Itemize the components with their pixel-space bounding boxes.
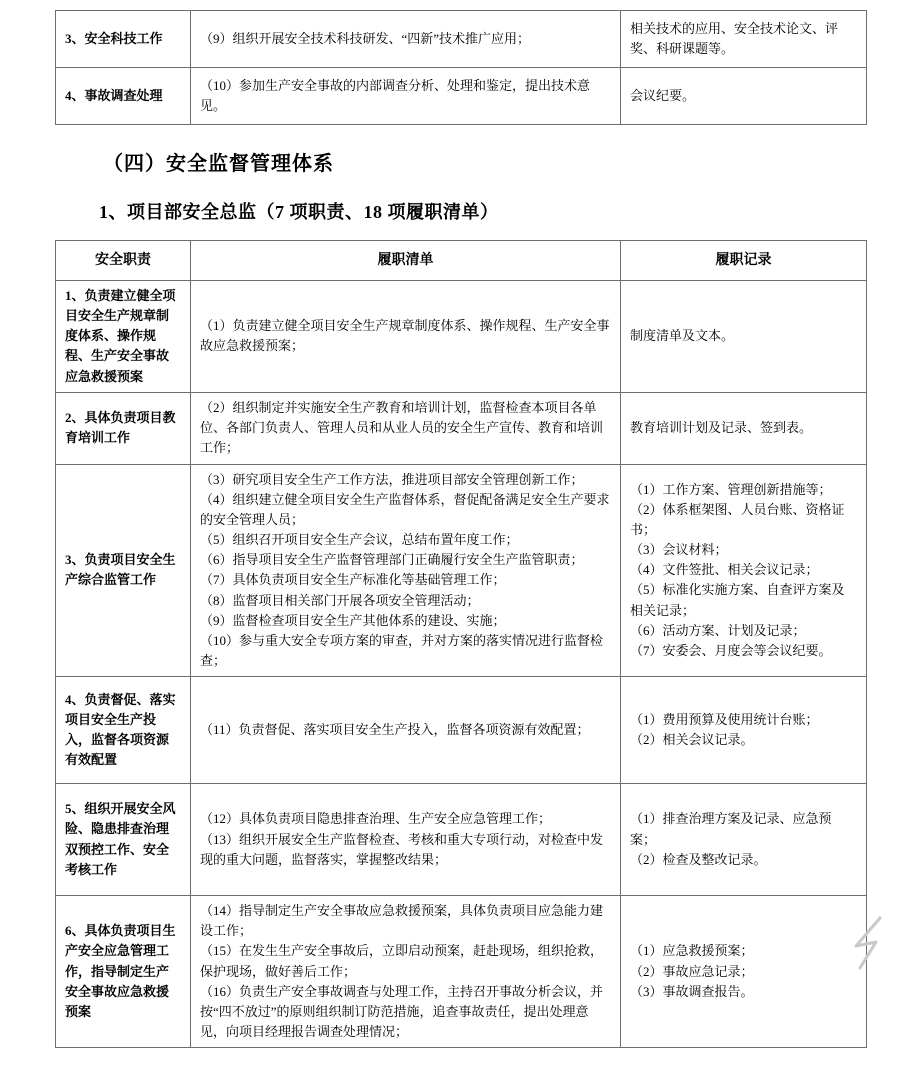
top-table xyxy=(55,10,867,125)
record-cell: （1）费用预算及使用统计台账； （2）相关会议记录。 xyxy=(621,677,867,784)
record-cell: （1）应急救援预案； （2）事故应急记录； （3）事故调查报告。 xyxy=(621,896,867,1048)
record-cell: 相关技术的应用、安全技术论文、评奖、科研课题等。 xyxy=(621,11,867,68)
table-row xyxy=(56,11,867,68)
table-row xyxy=(56,677,867,784)
record-cell: 制度清单及文本。 xyxy=(621,281,867,393)
table-row xyxy=(56,392,867,464)
main-table xyxy=(55,240,867,1048)
table-row xyxy=(56,464,867,676)
checklist-cell: （1）负责建立健全项目安全生产规章制度体系、操作规程、生产安全事故应急救援预案； xyxy=(191,281,621,393)
duty-cell: 4、事故调查处理 xyxy=(56,68,191,125)
duty-cell: 3、负责项目安全生产综合监管工作 xyxy=(56,464,191,676)
table-row xyxy=(56,896,867,1048)
checklist-cell: （11）负责督促、落实项目安全生产投入，监督各项资源有效配置； xyxy=(191,677,621,784)
section-heading: （四）安全监督管理体系 xyxy=(103,153,334,175)
header-row xyxy=(56,241,867,281)
duty-cell: 6、具体负责项目生产安全应急管理工作，指导制定生产安全事故应急救援预案 xyxy=(56,896,191,1048)
table-row xyxy=(56,784,867,896)
column-header-duty: 安全职责 xyxy=(56,241,191,281)
checklist-cell: （3）研究项目安全生产工作方法，推进项目部安全管理创新工作； （4）组织建立健全项目安全生产监督体系，督促配备满足安全生产要求的安全管理人员； （5）组织召开项目安全生产会议，总结布置年度工作； （6）指导项目安全生产监督管理部门正确履行安全生产监管职责； （7）具体负责项目安全生产标准化等基础管理工作； （8）监督项目相关部门开展各项安全管理活动； （9）监督检查项目安全生产其他体系的建设、实施； （10）参与重大安全专项方案的审查，并对方案的落实情况进行监督检查； xyxy=(191,464,621,676)
record-cell: （1）排查治理方案及记录、应急预案； （2）检查及整改记录。 xyxy=(621,784,867,896)
checklist-cell: （12）具体负责项目隐患排查治理、生产安全应急管理工作； （13）组织开展安全生产监督检查、考核和重大专项行动，对检查中发现的重大问题，监督落实，掌握整改结果； xyxy=(191,784,621,896)
checklist-cell: （2）组织制定并实施安全生产教育和培训计划，监督检查本项目各单位、各部门负责人、管理人员和从业人员的安全生产宣传、教育和培训工作； xyxy=(191,392,621,464)
duty-cell: 1、负责建立健全项目安全生产规章制度体系、操作规程、生产安全事故应急救援预案 xyxy=(56,281,191,393)
record-cell: （1）工作方案、管理创新措施等； （2）体系框架图、人员台账、资格证书； （3）会议材料； （4）文件签批、相关会议记录； （5）标准化实施方案、自查评方案及相关记录； （6）活动方案、计划及记录； （7）安委会、月度会等会议纪要。 xyxy=(621,464,867,676)
checklist-cell: （14）指导制定生产安全事故应急救援预案，具体负责项目应急能力建设工作； （15）在发生生产安全事故后，立即启动预案，赶赴现场，组织抢救，保护现场，做好善后工作； （16）负责生产安全事故调查与处理工作，主持召开事故分析会议，并按“四不放过”的原则组织制订防范措施，追查事故责任，提出处理意见，向项目经理报告调查处理情况； xyxy=(191,896,621,1048)
record-cell: 会议纪要。 xyxy=(621,68,867,125)
duty-cell: 2、具体负责项目教育培训工作 xyxy=(56,392,191,464)
duty-cell: 5、组织开展安全风险、隐患排查治理双预控工作、安全考核工作 xyxy=(56,784,191,896)
duty-cell: 3、安全科技工作 xyxy=(56,11,191,68)
column-header-checklist: 履职清单 xyxy=(191,241,621,281)
column-header-record: 履职记录 xyxy=(621,241,867,281)
table-row xyxy=(56,281,867,393)
sub-heading: 1、项目部安全总监（7 项职责、18 项履职清单） xyxy=(99,202,499,222)
duty-cell: 4、负责督促、落实项目安全生产投入，监督各项资源有效配置 xyxy=(56,677,191,784)
record-cell: 教育培训计划及记录、签到表。 xyxy=(621,392,867,464)
table-row xyxy=(56,68,867,125)
checklist-cell: （9）组织开展安全技术科技研发、“四新”技术推广应用； xyxy=(191,11,621,68)
checklist-cell: （10）参加生产安全事故的内部调查分析、处理和鉴定，提出技术意见。 xyxy=(191,68,621,125)
